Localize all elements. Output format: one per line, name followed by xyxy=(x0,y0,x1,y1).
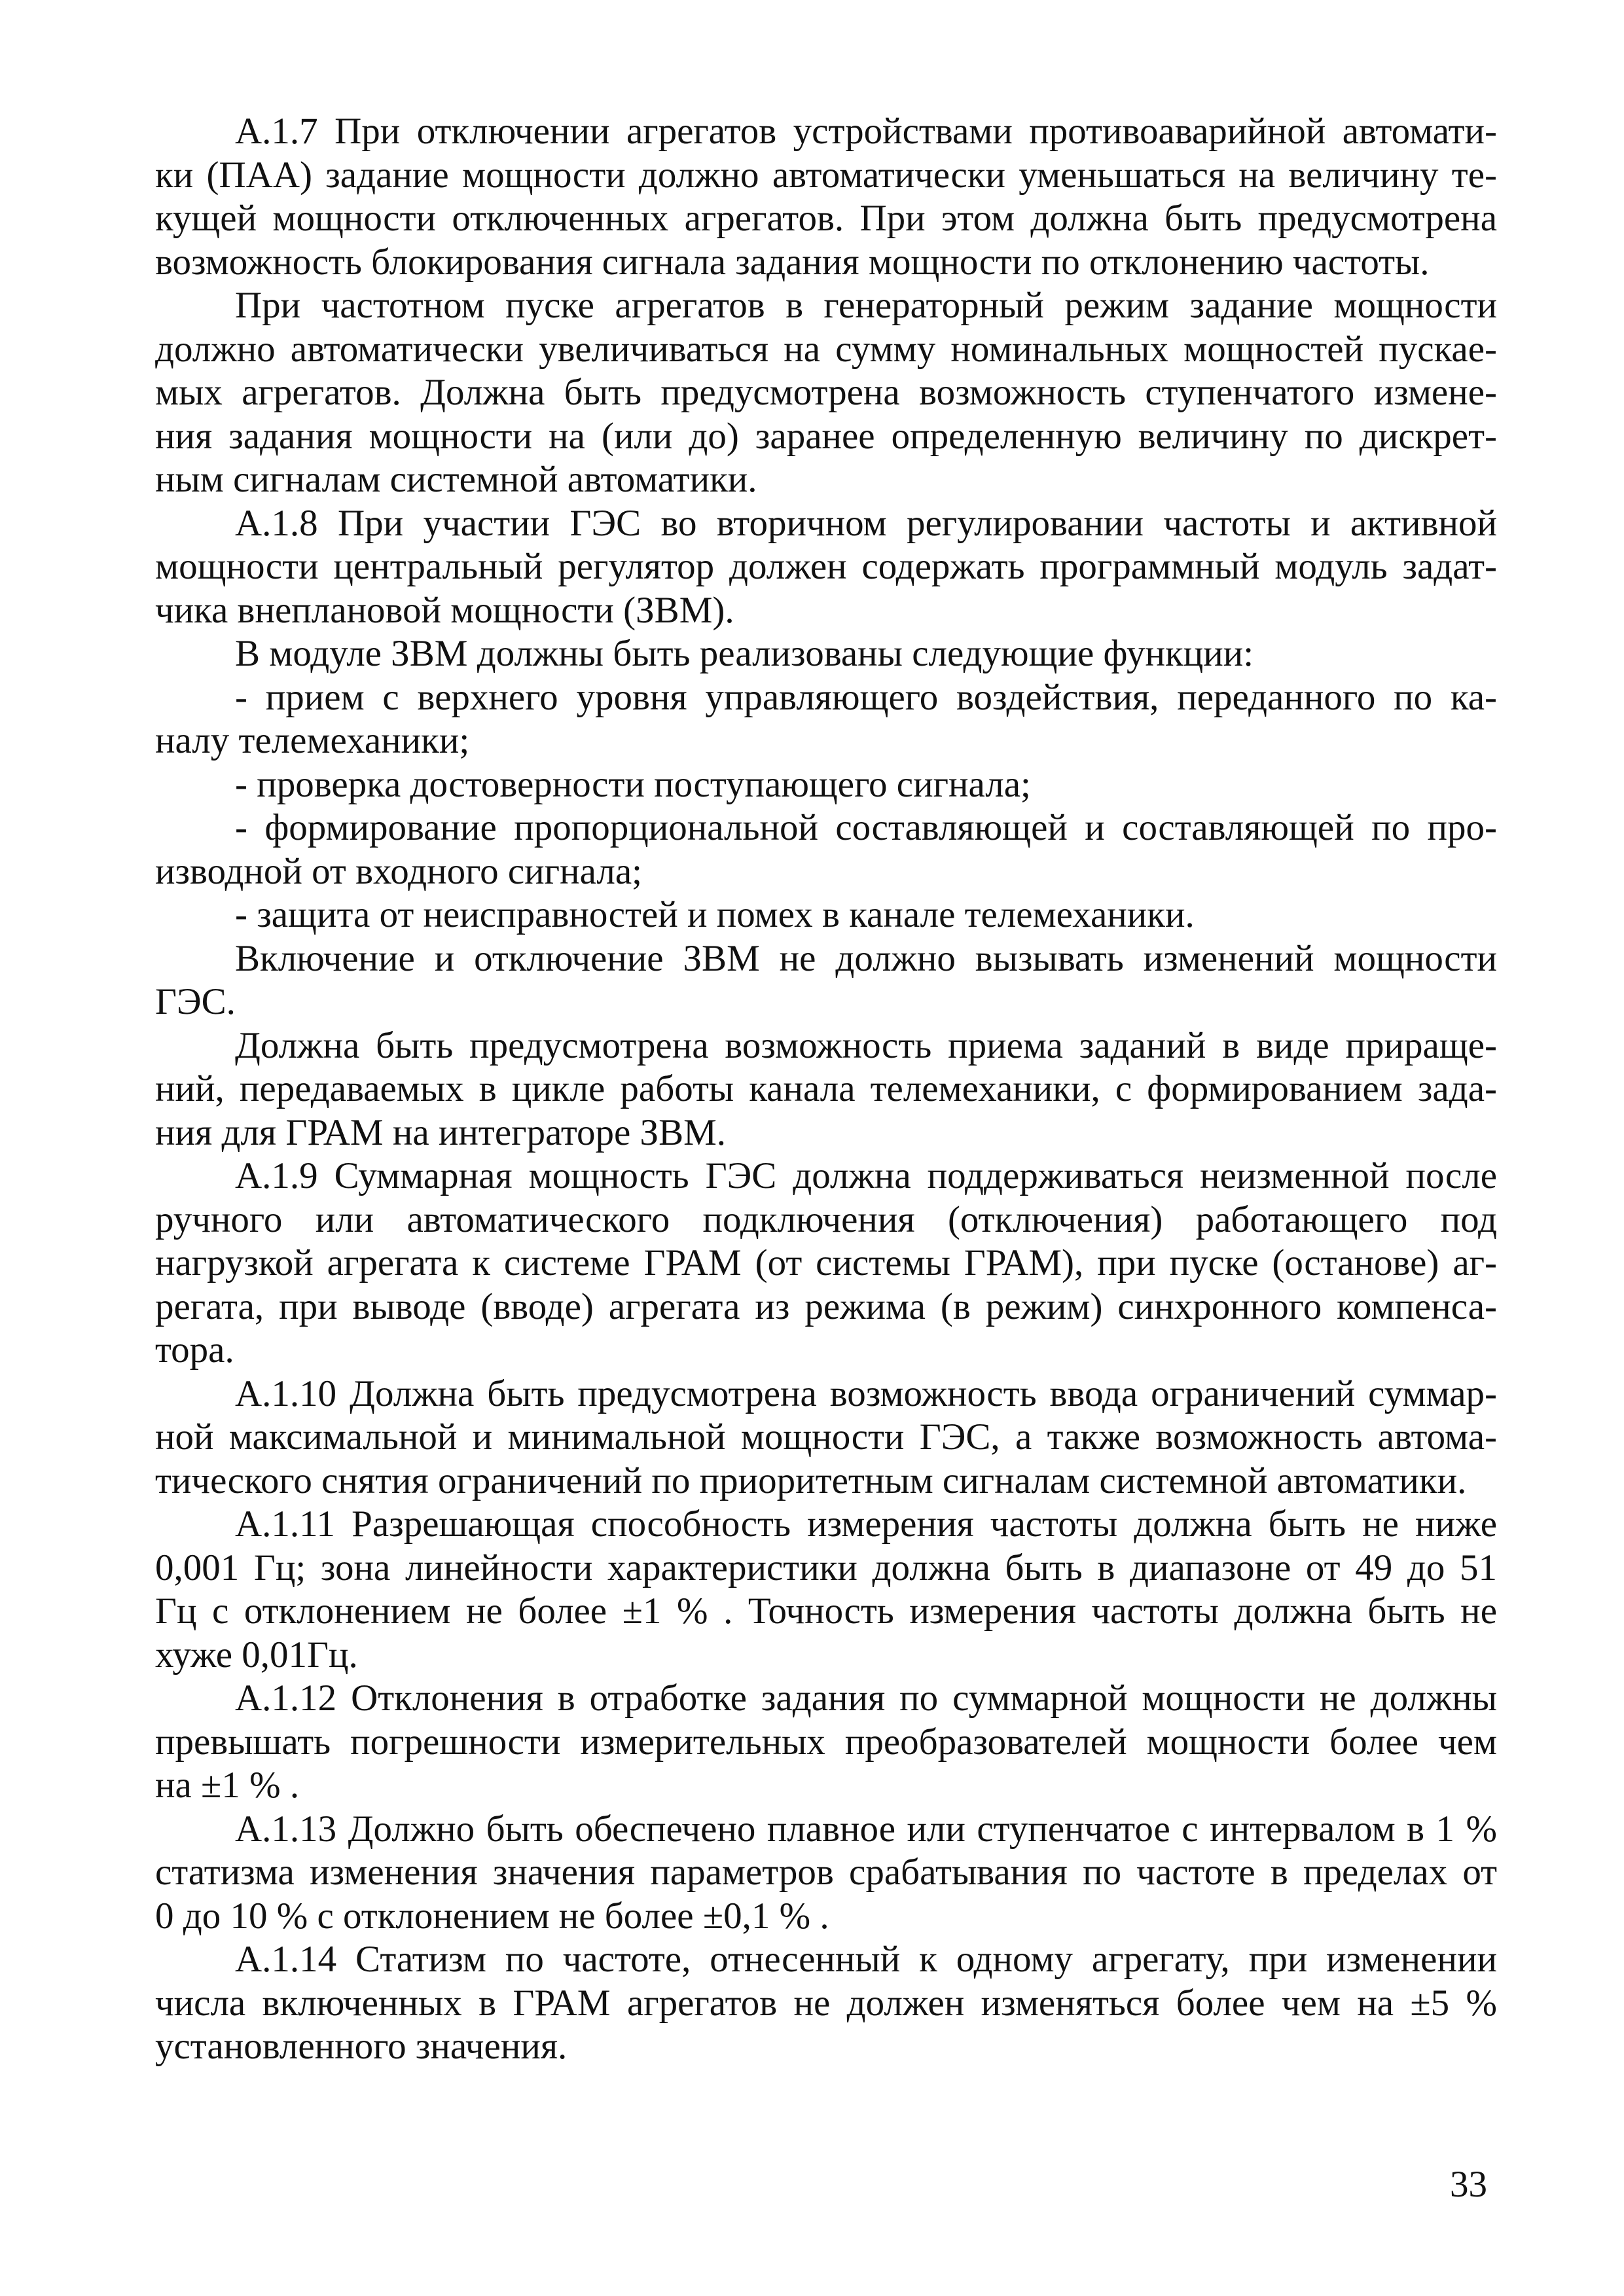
text-line: А.1.9 Суммарная мощность ГЭС должна поддерживаться неизменной после xyxy=(235,1155,1497,1196)
paragraph-a1-10 xyxy=(155,1372,1497,1503)
list-item-formation xyxy=(155,806,1497,893)
text-line: мых агрегатов. Должна быть предусмотрена возможность ступенчатого измене- xyxy=(155,372,1497,413)
text-line: - проверка достоверности поступающего сигнала; xyxy=(235,763,1031,805)
list-item-protection xyxy=(155,893,1497,937)
text-line: А.1.7 При отключении агрегатов устройствами противоаварийной автомати- xyxy=(235,111,1497,152)
text-line: тора. xyxy=(155,1329,234,1371)
text-line: превышать погрешности измерительных преобразователей мощности более чем xyxy=(155,1721,1497,1763)
paragraph-a1-7 xyxy=(155,110,1497,284)
text-line: ния для ГРАМ на интеграторе ЗВМ. xyxy=(155,1111,727,1153)
text-line: изводной от входного сигнала; xyxy=(155,850,642,892)
text-line: - защита от неисправностей и помех в канале телемеханики. xyxy=(235,894,1195,935)
paragraph-a1-8 xyxy=(155,502,1497,633)
text-line: А.1.10 Должна быть предусмотрена возможность ввода ограничений суммар- xyxy=(235,1372,1497,1414)
page-number: 33 xyxy=(1450,2164,1487,2205)
text-line: При частотном пуске агрегатов в генераторный режим задание мощности xyxy=(235,285,1497,326)
text-line: должно автоматически увеличиваться на сумму номинальных мощностей пускае- xyxy=(155,328,1497,370)
text-line: налу телемеханики; xyxy=(155,720,470,761)
list-item-verification xyxy=(155,763,1497,807)
paragraph-a1-11 xyxy=(155,1503,1497,1677)
text-line: Должна быть предусмотрена возможность приема заданий в виде прираще- xyxy=(235,1024,1497,1066)
paragraph-zvm-functions-intro xyxy=(155,632,1497,676)
text-line: ния задания мощности на (или до) заранее определенную величину по дискрет- xyxy=(155,415,1497,457)
paragraph-zvm-switching xyxy=(155,937,1497,1024)
text-line: кущей мощности отключенных агрегатов. При этом должна быть предусмотрена xyxy=(155,198,1497,239)
text-line: Гц с отклонением не более ±1 % . Точность измерения частоты должна быть не xyxy=(155,1590,1497,1632)
text-line: ГЭС. xyxy=(155,981,236,1022)
text-line: 0 до 10 % с отклонением не более ±0,1 % . xyxy=(155,1895,829,1937)
text-line: чика внеплановой мощности (ЗВМ). xyxy=(155,589,734,631)
paragraph-a1-12 xyxy=(155,1677,1497,1808)
text-line: А.1.11 Разрешающая способность измерения частоты должна быть не ниже xyxy=(235,1503,1497,1545)
text-line: - прием с верхнего уровня управляющего воздействия, переданного по ка- xyxy=(235,676,1497,718)
text-line: - формирование пропорциональной составляющей и составляющей по про- xyxy=(235,807,1497,848)
text-line: ний, передаваемых в цикле работы канала телемеханики, с формированием зада- xyxy=(155,1068,1497,1109)
text-line: А.1.8 При участии ГЭС во вторичном регулировании частоты и активной xyxy=(235,502,1497,544)
text-line: статизма изменения значения параметров срабатывания по частоте в пределах от xyxy=(155,1852,1497,1893)
text-line: А.1.14 Статизм по частоте, отнесенный к одному агрегату, при изменении xyxy=(235,1939,1497,1980)
paragraph-frequency-start xyxy=(155,284,1497,502)
text-line: регата, при выводе (вводе) агрегата из режима (в режим) синхронного компенса- xyxy=(155,1285,1497,1327)
text-line: Включение и отключение ЗВМ не должно вызывать изменений мощности xyxy=(235,937,1497,979)
text-line: А.1.12 Отклонения в отработке задания по суммарной мощности не должны xyxy=(235,1677,1497,1719)
text-line: мощности центральный регулятор должен содержать программный модуль задат- xyxy=(155,546,1497,587)
text-line: ки (ПАА) задание мощности должно автоматически уменьшаться на величину те- xyxy=(155,154,1497,196)
text-line: установленного значения. xyxy=(155,2026,568,2067)
text-line: на ±1 % . xyxy=(155,1765,300,1806)
paragraph-increment-tasks xyxy=(155,1024,1497,1155)
text-line: хуже 0,01Гц. xyxy=(155,1634,358,1676)
paragraph-a1-13 xyxy=(155,1808,1497,1939)
text-line: В модуле ЗВМ должны быть реализованы следующие функции: xyxy=(235,633,1254,674)
text-line: нагрузкой агрегата к системе ГРАМ (от системы ГРАМ), при пуске (останове) аг- xyxy=(155,1242,1497,1283)
text-line: ручного или автоматического подключения (отключения) работающего под xyxy=(155,1198,1497,1240)
text-line: А.1.13 Должно быть обеспечено плавное или ступенчатое с интервалом в 1 % xyxy=(235,1808,1497,1850)
text-line: ным сигналам системной автоматики. xyxy=(155,459,757,500)
text-line: ной максимальной и минимальной мощности ГЭС, а также возможность автома- xyxy=(155,1416,1497,1458)
text-line: 0,001 Гц; зона линейности характеристики должна быть в диапазоне от 49 до 51 xyxy=(155,1547,1497,1588)
text-line: числа включенных в ГРАМ агрегатов не должен изменяться более чем на ±5 % xyxy=(155,1982,1497,2024)
paragraph-a1-9 xyxy=(155,1155,1497,1372)
document-body xyxy=(155,110,1497,2069)
text-line: тического снятия ограничений по приоритетным сигналам системной автоматики. xyxy=(155,1460,1467,1501)
text-line: возможность блокирования сигнала задания мощности по отклонению частоты. xyxy=(155,241,1430,283)
list-item-reception xyxy=(155,676,1497,763)
paragraph-a1-14 xyxy=(155,1938,1497,2069)
